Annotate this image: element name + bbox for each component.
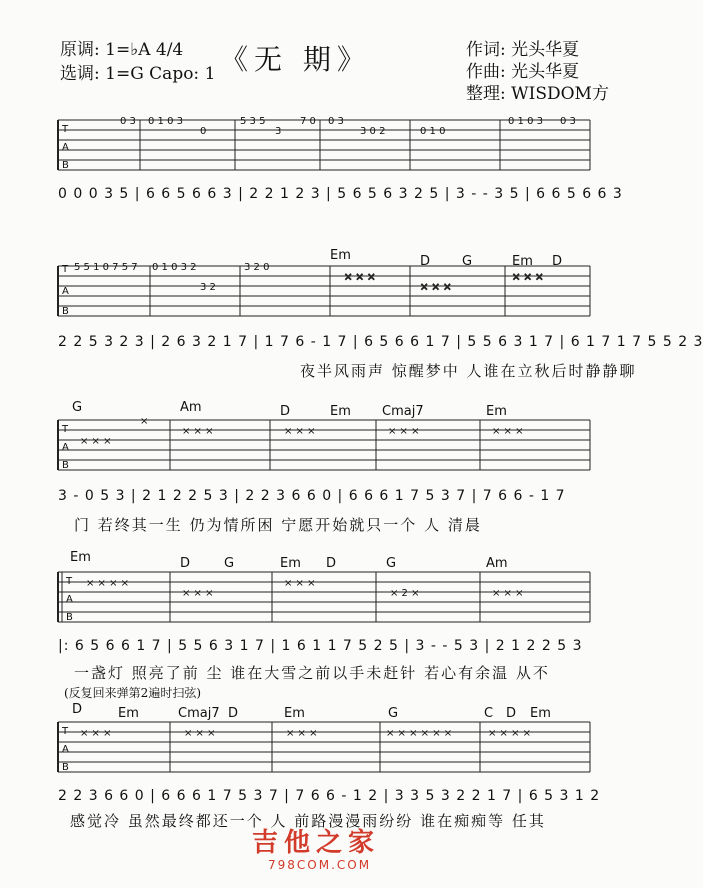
svg-text:T: T: [62, 124, 69, 135]
lyricist: 作词: 光头华夏: [466, 40, 580, 60]
chord-label: Cmaj7: [382, 404, 424, 419]
chosen-key: 选调: 1=G Capo: 1: [60, 64, 216, 84]
svg-text:× × × × × ×: × × × × × ×: [386, 728, 453, 739]
lyrics-line-4: 一盏灯 照亮了前 尘 谁在大雪之前以手未赶针 若心有余温 从不: [74, 664, 550, 682]
svg-text:A: A: [66, 594, 73, 605]
svg-text:× × ×: × × ×: [512, 272, 544, 283]
original-key: 原调: 1=♭A 4/4: [60, 40, 184, 60]
svg-text:× × × ×: × × × ×: [488, 728, 532, 739]
svg-text:× × ×: × × ×: [388, 426, 420, 437]
chord-label: G: [224, 556, 235, 571]
chord-label: Cmaj7: [178, 706, 220, 721]
chord-label: Em: [512, 254, 533, 269]
svg-text:3: 3: [275, 126, 282, 137]
chord-label: Am: [180, 400, 202, 415]
svg-text:A: A: [62, 442, 69, 453]
svg-text:× × × ×: × × × ×: [86, 578, 130, 589]
svg-text:× × ×: × × ×: [182, 426, 214, 437]
chord-label: C: [484, 706, 494, 721]
svg-text:A: A: [62, 286, 69, 297]
chord-label: D: [72, 702, 83, 717]
svg-text:A: A: [62, 744, 69, 755]
svg-text:B: B: [62, 306, 69, 317]
composer: 作曲: 光头华夏: [466, 62, 580, 82]
svg-text:× × ×: × × ×: [284, 578, 316, 589]
svg-text:× × ×: × × ×: [80, 728, 112, 739]
chord-label: Em: [284, 706, 305, 721]
svg-text:3 2: 3 2: [200, 282, 216, 293]
chord-label: G: [386, 556, 397, 571]
chord-label: D: [180, 556, 191, 571]
svg-text:0 3: 0 3: [120, 116, 136, 127]
svg-text:0: 0: [200, 126, 207, 137]
svg-text:3 0 2: 3 0 2: [360, 126, 386, 137]
svg-text:0 3: 0 3: [328, 116, 344, 127]
chord-label: D: [420, 254, 431, 269]
jianpu-line-3: 3 - 0 5 3 | 2 1 2 2 5 3 | 2 2 3 6 6 0 | 6 6 6 1 7 5 3 7 | 7 6 6 - 1 7: [58, 488, 566, 504]
svg-text:× × ×: × × ×: [184, 728, 216, 739]
svg-text:×: ×: [140, 416, 149, 427]
svg-text:× × ×: × × ×: [286, 728, 318, 739]
chord-label: D: [552, 254, 563, 269]
svg-text:B: B: [62, 762, 69, 773]
svg-text:5 3 5: 5 3 5: [240, 116, 266, 127]
chord-label: D: [228, 706, 239, 721]
lyrics-line-3: 门 若终其一生 仍为情所困 宁愿开始就只一个 人 清晨: [74, 516, 482, 534]
site-watermark: 吉他之家: [252, 828, 381, 858]
svg-text:0 1 0: 0 1 0: [420, 126, 446, 137]
jianpu-line-2: 2 2 5 3 2 3 | 2 6 3 2 1 7 | 1 7 6 - 1 7 | 6 5 6 6 1 7 | 5 5 6 3 1 7 | 6 1 7 1 7 5 5 2 3: [58, 334, 703, 350]
svg-text:T: T: [66, 576, 73, 587]
chord-label: Em: [530, 706, 551, 721]
chord-label: Am: [486, 556, 508, 571]
chord-label: Em: [70, 550, 91, 565]
svg-text:0 1 0 3 2: 0 1 0 3 2: [152, 262, 197, 273]
svg-text:× 2 ×: × 2 ×: [390, 588, 420, 599]
svg-text:× × ×: × × ×: [420, 282, 452, 293]
site-url-watermark: 798COM.COM: [268, 858, 372, 872]
chord-label: G: [388, 706, 399, 721]
svg-text:T: T: [62, 424, 69, 435]
svg-text:× × ×: × × ×: [284, 426, 316, 437]
lyrics-line-5: 感觉冷 虽然最终都还一个 人 前路漫漫雨纷纷 谁在痴痴等 任其: [70, 812, 546, 830]
chord-label: D: [326, 556, 337, 571]
song-title: 《无 期》: [220, 43, 371, 76]
performance-note: (反复回来弹第2遍时扫弦): [64, 686, 201, 700]
jianpu-line-5: 2 2 3 6 6 0 | 6 6 6 1 7 5 3 7 | 7 6 6 - 1 2 | 3 3 5 3 2 2 1 7 | 6 5 3 1 2: [58, 788, 601, 804]
svg-text:B: B: [62, 160, 69, 171]
chord-label: G: [462, 254, 473, 269]
svg-text:T: T: [62, 264, 69, 275]
svg-text:× × ×: × × ×: [344, 272, 376, 283]
chord-label: Em: [118, 706, 139, 721]
svg-text:5 5 1 0 7 5 7: 5 5 1 0 7 5 7: [74, 262, 138, 273]
svg-text:3 2 0: 3 2 0: [244, 262, 270, 273]
jianpu-line-1: 0 0 0 3 5 | 6 6 5 6 6 3 | 2 2 1 2 3 | 5 6 5 6 3 2 5 | 3 - - 3 5 | 6 6 5 6 6 3: [58, 186, 623, 202]
svg-text:T: T: [62, 726, 69, 737]
svg-text:0 3: 0 3: [560, 116, 576, 127]
svg-text:× × ×: × × ×: [492, 588, 524, 599]
lyrics-line-2: 夜半风雨声 惊醒梦中 人谁在立秋后时静静聊: [300, 362, 637, 380]
svg-text:× × ×: × × ×: [492, 426, 524, 437]
chord-label: G: [72, 400, 83, 415]
svg-text:B: B: [66, 612, 73, 623]
svg-text:0 1 0 3: 0 1 0 3: [148, 116, 183, 127]
svg-text:A: A: [62, 142, 69, 153]
svg-text:0 1 0 3: 0 1 0 3: [508, 116, 543, 127]
chord-label: Em: [330, 404, 351, 419]
chord-label: Em: [486, 404, 507, 419]
svg-text:7 0: 7 0: [300, 116, 316, 127]
chord-label: Em: [280, 556, 301, 571]
jianpu-line-4: |: 6 5 6 6 1 7 | 5 5 6 3 1 7 | 1 6 1 1 7 5 2 5 | 3 - - 5 3 | 2 1 2 2 5 3: [58, 638, 583, 654]
svg-text:× × ×: × × ×: [80, 436, 112, 447]
chord-label: D: [280, 404, 291, 419]
arranger: 整理: WISDOM方: [466, 84, 609, 104]
svg-text:B: B: [62, 460, 69, 471]
chord-label: Em: [330, 248, 351, 263]
chord-label: D: [506, 706, 517, 721]
svg-text:× × ×: × × ×: [182, 588, 214, 599]
